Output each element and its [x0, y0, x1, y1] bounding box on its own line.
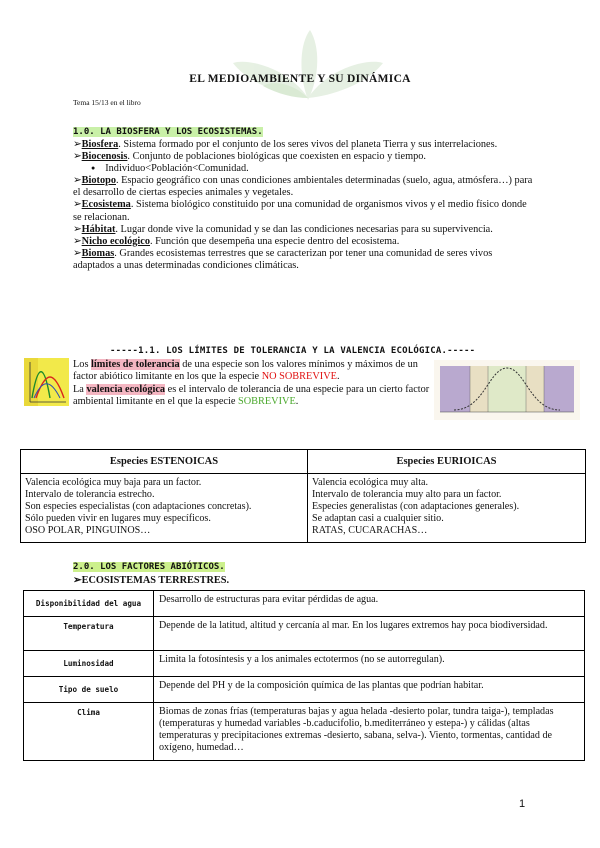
- tolerance-range-diagram: [434, 360, 580, 420]
- ecosistemas-terrestres-heading: ➢ECOSISTEMAS TERRESTRES.: [73, 575, 230, 586]
- page-number: 1: [519, 798, 526, 810]
- definition-biomas: ➢Biomas. Grandes ecosistemas terrestres que se caracterizan por tener una comunidad de seres vivos adaptados a unas determinadas condiciones climáticas.: [73, 247, 493, 271]
- definition-biotopo: ➢Biotopo. Espacio geográfico con unas condiciones ambientales determinadas (suelo, agua, atmósfera…) para el desarrollo de ciertas especies animales y vegetales.: [73, 175, 533, 199]
- page-title: EL MEDIOAMBIENTE Y SU DINÁMICA: [189, 73, 411, 85]
- label-agua: Disponibilidad del agua: [24, 591, 154, 617]
- sub-bullet-hierarchy: ● Individuo<Población<Comunidad.: [73, 163, 533, 175]
- definition-habitat: ➢Hábitat. Lugar donde vive la comunidad y se dan las condiciones necesarias para su supervivencia.: [73, 223, 493, 235]
- valencia-paragraph: La valencia ecológica es el intervalo de tolerancia de una especie para un cierto factor ambiental limitante en el que la especie SOBREVIVE.: [73, 383, 430, 407]
- label-clima: Clima: [24, 703, 154, 761]
- label-suelo: Tipo de suelo: [24, 677, 154, 703]
- header-eurioicas: Especies EURIOICAS: [308, 450, 586, 474]
- table-row: [24, 677, 585, 703]
- tema-reference: Tema 15/13 en el libro: [73, 98, 141, 107]
- leaf-watermark-icon: [228, 28, 388, 106]
- table-row: [24, 703, 585, 761]
- cell-eurioicas: Valencia ecológica muy alta. Intervalo de tolerancia muy alto para un factor. Especies generalistas (con adaptaciones generales). Se adaptan casi a cualquier sitio. RATAS, CUCARACHAS…: [308, 474, 586, 543]
- tolerance-paragraphs: [73, 359, 431, 408]
- definition-ecosistema: ➢Ecosistema. Sistema biológico constituido por una comunidad de organismos vivos y el medio físico donde se relacionan.: [73, 199, 527, 223]
- definition-biocenosis: ➢Biocenosis. Conjunto de poblaciones biológicas que coexisten en espacio y tiempo.: [73, 151, 426, 163]
- section-1-heading: 1.0. LA BIOSFERA Y LOS ECOSISTEMAS.: [73, 127, 263, 137]
- label-luminosidad: Luminosidad: [24, 651, 154, 677]
- value-agua: Desarrollo de estructuras para evitar pérdidas de agua.: [154, 591, 585, 617]
- tolerance-curves-image: [24, 358, 69, 406]
- table-row: [24, 617, 585, 651]
- value-luminosidad: Limita la fotosíntesis y a los animales ectotermos (no se autorregulan).: [154, 651, 585, 677]
- section-1-definitions: [73, 139, 533, 272]
- table-row: [24, 651, 585, 677]
- species-table: [20, 449, 586, 543]
- tolerance-limits-paragraph: Los límites de tolerancia de una especie son los valores mínimos y máximos de un factor abiótico limitante en los que la especie NO SOBREVIVE.: [73, 359, 418, 383]
- label-temperatura: Temperatura: [24, 617, 154, 651]
- section-1-1-heading: -----1.1. LOS LÍMITES DE TOLERANCIA Y LA VALENCIA ECOLÓGICA.-----: [110, 346, 476, 356]
- value-clima: Biomas de zonas frías (temperaturas bajas y agua helada -desierto polar, tundra taiga-), templadas (temperaturas y humedad variables -b.caducifolio, b.mediterráneo y estepa-) y cálidas (altas temperaturas y precipitaciones extremas -desierto, sabana, selva-). Viento, tormentas, cantidad de oxígeno, humedad…: [154, 703, 585, 761]
- definition-biosfera: ➢Biosfera. Sistema formado por el conjunto de los seres vivos del planeta Tierra y sus interrelaciones.: [73, 139, 498, 150]
- section-2-heading: 2.0. LOS FACTORES ABIÓTICOS.: [73, 562, 225, 572]
- header-estenoicas: Especies ESTENOICAS: [21, 450, 308, 474]
- abiotic-factors-table: [23, 590, 585, 761]
- table-row: [24, 591, 585, 617]
- cell-estenoicas: Valencia ecológica muy baja para un factor. Intervalo de tolerancia estrecho. Son especies especialistas (con adaptaciones concretas). Sólo pueden vivir en lugares muy específicos. OSO POLAR, PINGUINOS…: [21, 474, 308, 543]
- definition-nicho: ➢Nicho ecológico. Función que desempeña una especie dentro del ecosistema.: [73, 235, 400, 247]
- value-suelo: Depende del PH y de la composición química de las plantas que podrían habitar.: [154, 677, 585, 703]
- value-temperatura: Depende de la latitud, altitud y cercanía al mar. En los lugares extremos hay poca biodiversidad.: [154, 617, 585, 651]
